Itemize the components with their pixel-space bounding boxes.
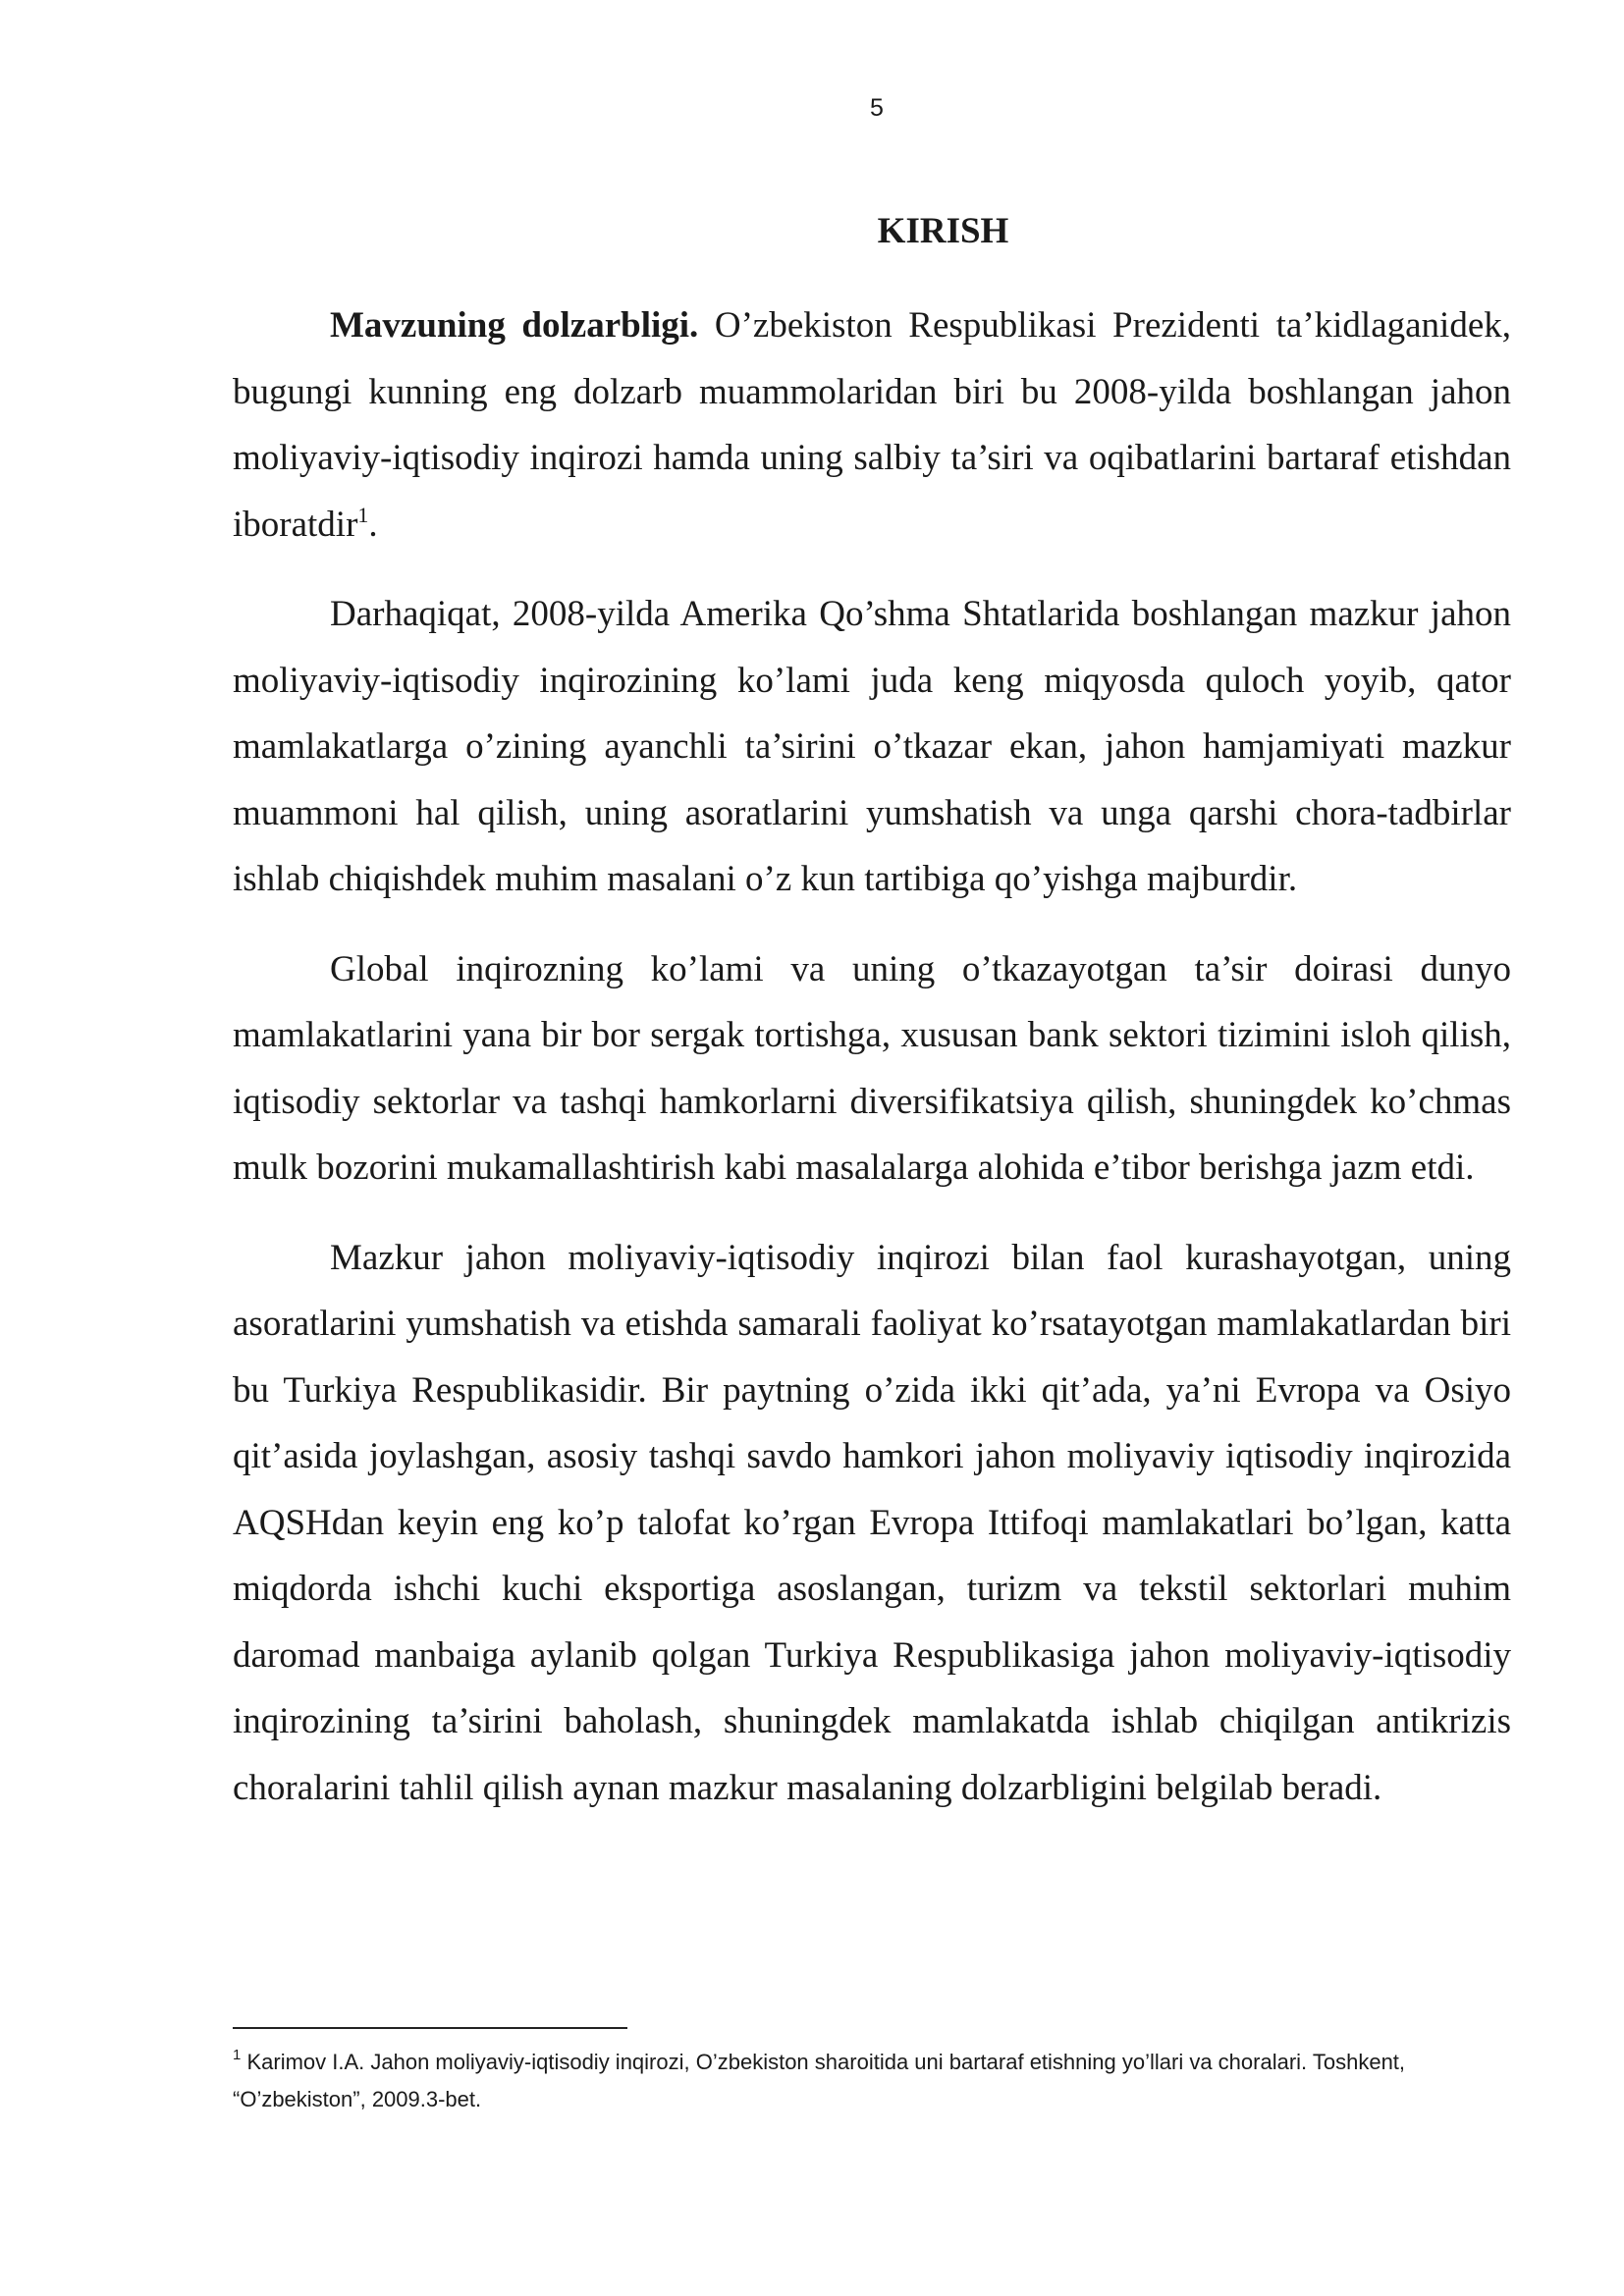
paragraph-text: Global inqirozning ko’lami va uning o’tkazayotgan ta’sir doirasi dunyo mamlakatlarini yana bir bor sergak tortishga, xususan bank sektori tizimini isloh qilish, iqtisodiy sektorlar va tashqi hamkorlarni diversifikatsiya qilish, shuningdek ko’chmas mulk bozorini mukamallashtirish kabi masalalarga alohida e’tibor berishga jazm etdi. xyxy=(233,948,1511,1188)
paragraph-tail: . xyxy=(368,504,378,545)
paragraph-relevance xyxy=(233,293,1511,558)
footnote-mark: 1 xyxy=(233,2047,242,2063)
footnote xyxy=(233,2044,1511,2118)
footnote-reference[interactable]: 1 xyxy=(357,502,369,527)
paragraph-lead: Mavzuning dolzarbligi. xyxy=(330,305,699,346)
paragraph-text: O’zbekiston Respublikasi Prezidenti ta’kidlaganidek, bugungi kunning eng dolzarb muammolaridan biri bu 2008-yilda boshlangan jahon moliyaviy-iqtisodiy inqirozi hamda uning salbiy ta’siri va oqibatlarini bartaraf etishdan iboratdir xyxy=(233,305,1512,545)
footnote-text: Karimov I.A. Jahon moliyaviy-iqtisodiy inqirozi, O’zbekiston sharoitida uni bartaraf etishning yo’llari va choralari. Toshkent, “O’zbekiston”, 2009.3-bet. xyxy=(233,2050,1406,2111)
page-number: 5 xyxy=(870,94,884,122)
paragraph-text: Mazkur jahon moliyaviy-iqtisodiy inqirozi bilan faol kurashayotgan, uning asoratlarini yumshatish va etishda samarali faoliyat ko’rsatayotgan mamlakatlardan biri bu Turkiya Respublikasidir. Bir paytning o’zida ikki qit’ada, ya’ni Evropa va Osiyo qit’asida joylashgan, asosiy tashqi savdo hamkori jahon moliyaviy iqtisodiy inqirozida AQSHdan keyin eng ko’p talofat ko’rgan Evropa Ittifoqi mamlakatlari bo’lgan, katta miqdorda ishchi kuchi eksportiga asoslangan, turizm va tekstil sektorlari muhim daromad manbaiga aylanib qolgan Turkiya Respublikasiga jahon moliyaviy-iqtisodiy inqirozining ta’sirini baholash, shuningdek mamlakatda ishlab chiqilgan antikrizis choralarini tahlil qilish aynan mazkur masalaning dolzarbligini belgilab beradi. xyxy=(233,1237,1511,1808)
paragraph-text: Darhaqiqat, 2008-yilda Amerika Qo’shma Shtatlarida boshlangan mazkur jahon moliyaviy-iqtisodiy inqirozining ko’lami juda keng miqyosda quloch yoyib, qator mamlakatlarga o’zining ayanchli ta’sirini o’tkazar ekan, jahon hamjamiyati mazkur muammoni hal qilish, uning asoratlarini yumshatish va unga qarshi chora-tadbirlar ishlab chiqishdek muhim masalani o’z kun tartibiga qo’yishga majburdir. xyxy=(233,594,1511,899)
footnote-divider xyxy=(233,2027,627,2029)
main-text xyxy=(233,202,1511,1844)
section-heading: KIRISH xyxy=(877,211,1009,251)
